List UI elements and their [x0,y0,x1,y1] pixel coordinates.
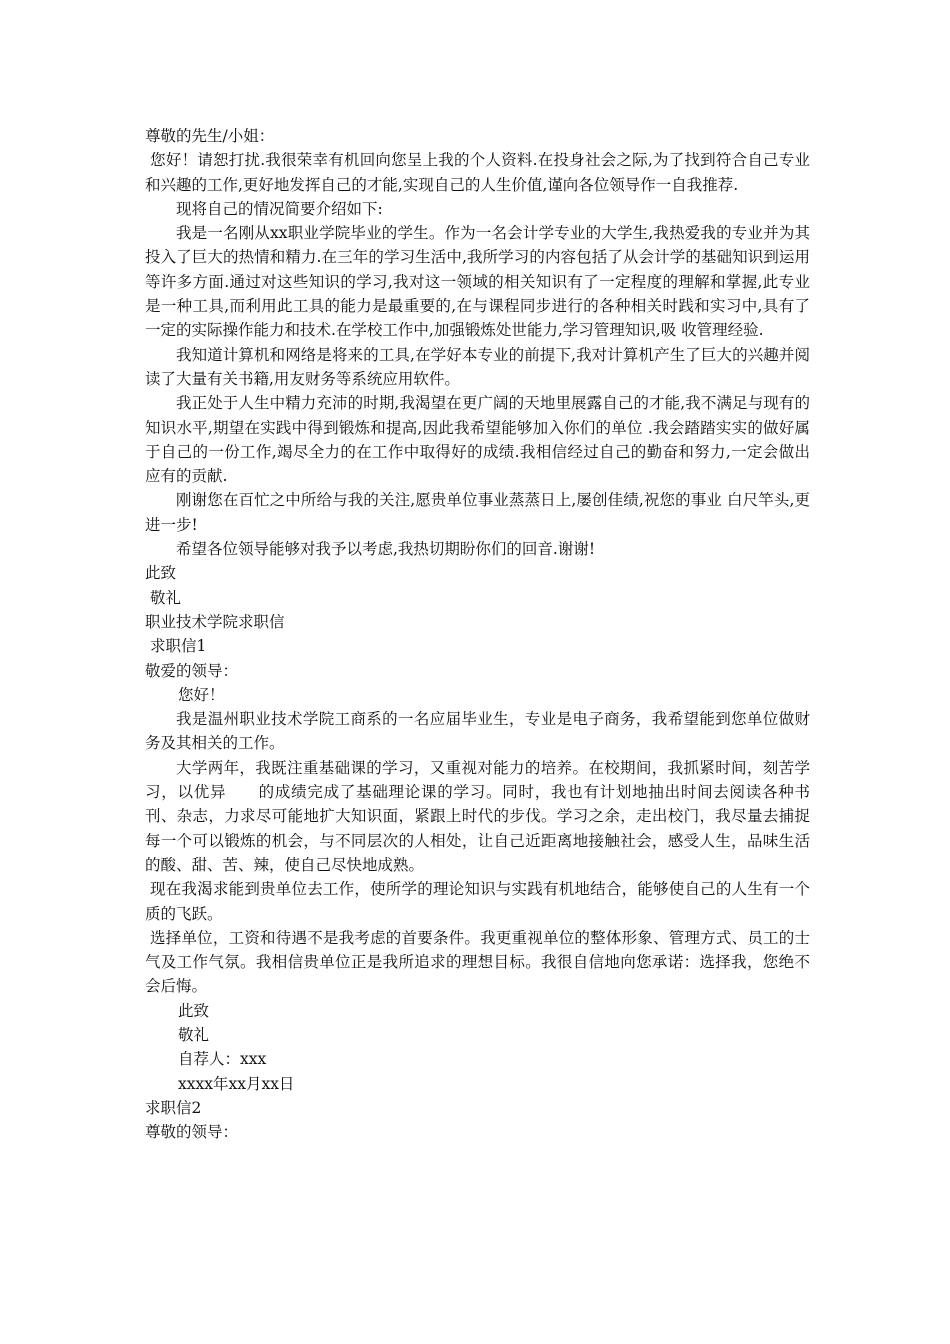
letter1-paragraph-3: 我正处于人生中精力充沛的时期,我渴望在更广阔的天地里展露自己的才能,我不满足与现有的知识水平,期望在实践中得到锻炼和提高,因此我希望能够加入你们的单位 .我会踏踏实实的做好属于自己的一份工作,竭尽全力的在工作中取得好的成绩.我相信经过自己的勤奋和努力,一定会做出应有的贡献. [145,394,810,486]
letter1-greeting-paragraph: 您好！请恕打扰.我很荣幸有机回向您呈上我的个人资料.在投身社会之际,为了找到符合自己专业和兴趣的工作,更好地发挥自己的才能,实现自己的人生价值,谨向各位领导作一自我推荐. [145,151,810,194]
letter1-paragraph-2: 我知道计算机和网络是将来的工具,在学好本专业的前提下,我对计算机产生了巨大的兴趣并阅读了大量有关书籍,用友财务等系统应用软件。 [145,345,810,388]
letter2-greeting: 您好！ [178,685,225,704]
letter2-paragraph-4: 选择单位，工资和待遇不是我考虑的首要条件。我更重视单位的整体形象、管理方式、员工的士气及工作气氛。我相信贵单位正是我所追求的理想目标。我很自信地向您承诺：选择我，您绝不会后悔。 [145,928,810,996]
section-title: 职业技术学院求职信 [145,612,285,631]
letter2-closing-2: 敬礼 [178,1025,210,1044]
letter1-closing-2: 敬礼 [145,588,181,607]
letter2-paragraph-2: 大学两年，我既注重基础课的学习，又重视对能力的培养。在校期间，我抓紧时间，刻苦学习，以优异 的成绩完成了基础理论课的学习。同时，我也有计划地抽出时间去阅读各种书刊、杂志，力求尽可能地扩大知识面，紧跟上时代的步伐。学习之余，走出校门，我尽量去捕捉每一个可以锻炼的机会，与不同层次的人相处，让自己近距离地接触社会，感受人生，品味生活的酸、甜、苦、辣，使自己尽快地成熟。 [145,758,810,874]
letter2-salutation: 敬爱的领导： [145,661,239,680]
letter1-intro: 现将自己的情况简要介绍如下: [176,199,383,218]
letter3-heading: 求职信2 [145,1098,202,1117]
letter1-paragraph-4: 刚谢您在百忙之中所给与我的关注,愿贵单位事业蒸蒸日上,屡创佳绩,祝您的事业 白尺竿头,更进一步! [145,491,810,534]
letter1-salutation: 尊敬的先生/小姐： [145,127,275,145]
letter2-date: xxxx年xx月xx日 [178,1074,295,1093]
letter2-paragraph-1: 我是温州职业技术学院工商系的一名应届毕业生，专业是电子商务，我希望能到您单位做财务及其相关的工作。 [145,710,810,753]
letter1-closing-1: 此致 [145,564,177,583]
letter3-salutation: 尊敬的领导： [145,1123,239,1142]
letter1-paragraph-5: 希望各位领导能够对我予以考虑,我热切期盼你们的回音.谢谢! [176,540,596,559]
document-body [145,124,810,1144]
letter2-paragraph-3: 现在我渴求能到贵单位去工作，使所学的理论知识与实践有机地结合，能够使自己的人生有一个质的飞跃。 [145,880,810,923]
letter2-closing-1: 此致 [178,1001,210,1020]
letter2-signer: 自荐人：xxx [178,1050,267,1069]
letter1-paragraph-1: 我是一名刚从xx职业学院毕业的学生。作为一名会计学专业的大学生,我热爱我的专业并为其投入了巨大的热情和精力.在三年的学习生活中,我所学习的内容包括了从会计学的基础知识到运用等许多方面.通过对这些知识的学习,我对这一领域的相关知识有了一定程度的理解和掌握,此专业是一种工具,而利用此工具的能力是最重要的,在与课程同步进行的各种相关时践和实习中,具有了一定的实际操作能力和技术.在学校工作中,加强锻炼处世能力,学习管理知识,吸 收管理经验. [145,224,810,340]
letter2-heading: 求职信1 [145,637,207,656]
